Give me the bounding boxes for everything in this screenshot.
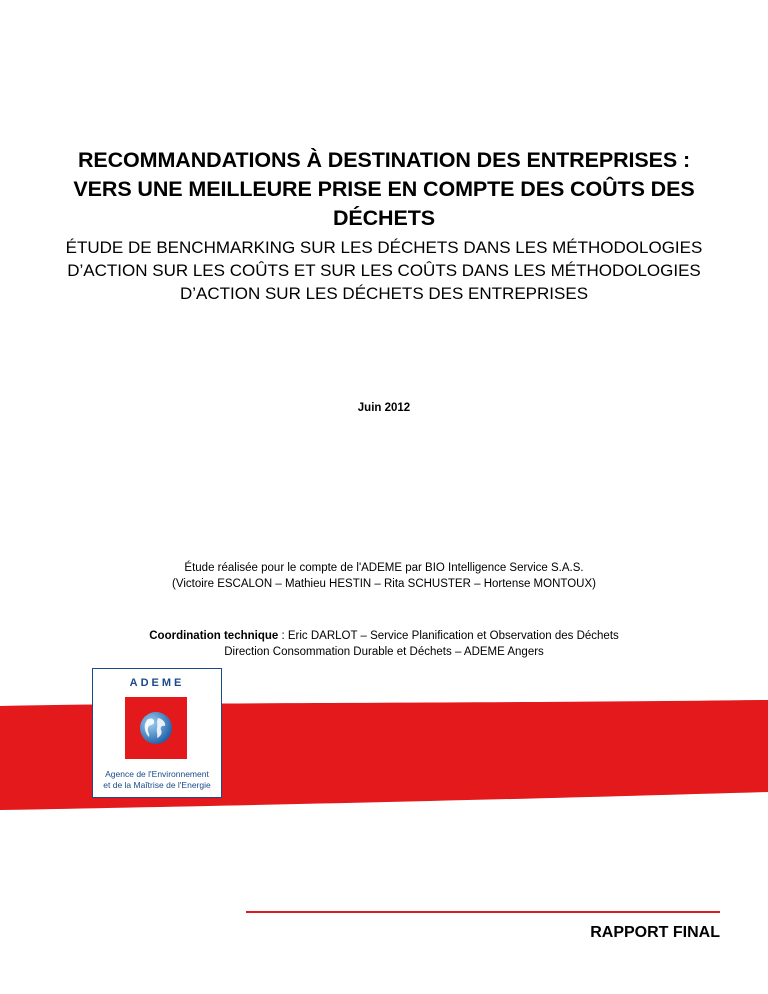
- coordination-line-2: Direction Consommation Durable et Déchets – ADEME Angers: [224, 646, 544, 658]
- document-subtitle: [40, 236, 728, 305]
- credits: [0, 560, 768, 592]
- coordination-label: Coordination technique: [149, 630, 279, 642]
- report-label: RAPPORT FINAL: [590, 924, 720, 941]
- credits-line-1: Étude réalisée pour le compte de l'ADEME par BIO Intelligence Service S.A.S.: [184, 562, 584, 574]
- title-line-1: RECOMMANDATIONS À DESTINATION DES ENTREPRISES :: [77, 148, 691, 172]
- coordination-text: : Eric DARLOT – Service Planification et Observation des Déchets: [278, 630, 619, 642]
- title-line-3: DÉCHETS: [332, 206, 436, 230]
- publication-date: Juin 2012: [357, 402, 411, 414]
- title-line-2: VERS UNE MEILLEURE PRISE EN COMPTE DES COÛTS DES: [73, 177, 695, 201]
- document-title: [60, 146, 708, 233]
- ademe-logo: [92, 668, 222, 798]
- logo-red-square: [125, 697, 187, 759]
- coordination-line-1: [0, 628, 768, 644]
- logo-line-1: Agence de l'Environnement: [105, 769, 209, 779]
- logo-name: ADEME: [129, 677, 185, 689]
- subtitle-line-2: D’ACTION SUR LES COÛTS ET SUR LES COÛTS DANS LES MÉTHODOLOGIES: [67, 261, 701, 280]
- subtitle-line-3: D’ACTION SUR LES DÉCHETS DES ENTREPRISES: [179, 284, 589, 303]
- globe-icon: [139, 711, 173, 745]
- coordination: [0, 628, 768, 660]
- subtitle-line-1: ÉTUDE DE BENCHMARKING SUR LES DÉCHETS DANS LES MÉTHODOLOGIES: [65, 238, 703, 257]
- credits-line-2: (Victoire ESCALON – Mathieu HESTIN – Rita SCHUSTER – Hortense MONTOUX): [172, 578, 596, 590]
- logo-line-2: et de la Maîtrise de l'Energie: [103, 780, 211, 790]
- red-divider-line: [246, 911, 720, 913]
